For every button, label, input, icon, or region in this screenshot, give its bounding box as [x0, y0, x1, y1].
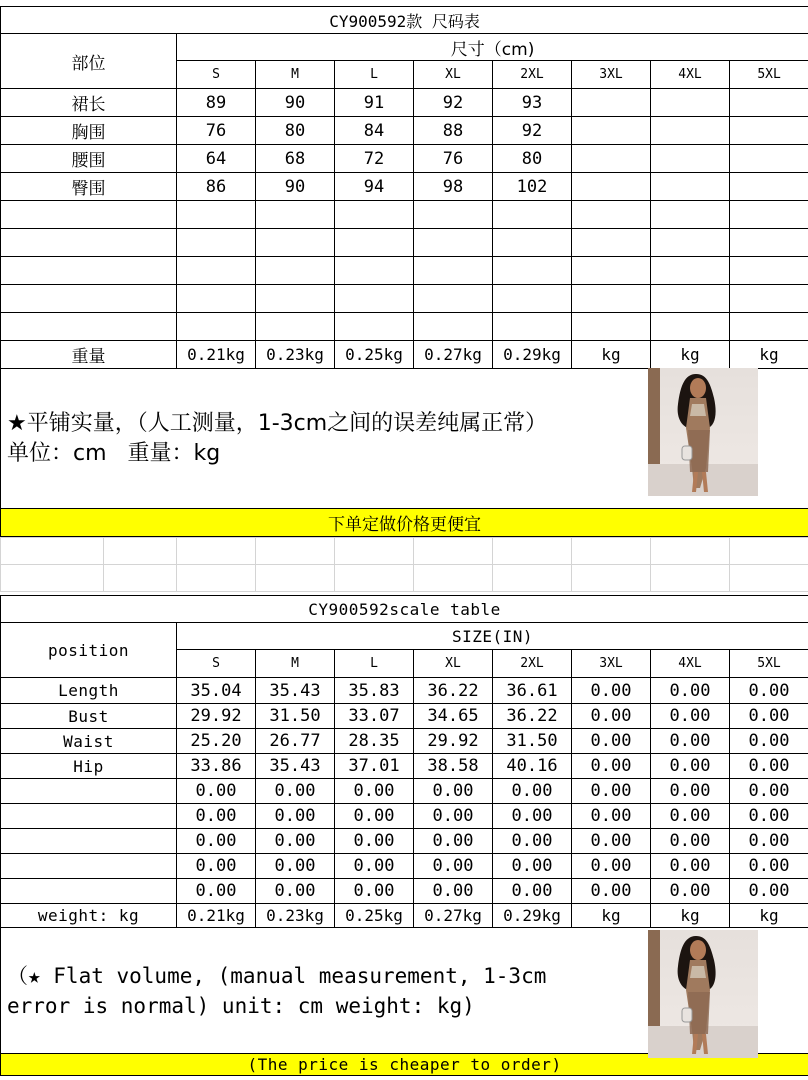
table-cell	[572, 257, 651, 285]
table-cell: 0.00	[651, 829, 730, 854]
size-header-cell: 2XL	[493, 61, 572, 89]
size-header-cell: L	[335, 61, 414, 89]
weight-cell: 0.21kg	[177, 904, 256, 928]
size-header-cell: L	[335, 650, 414, 678]
table-cell	[335, 313, 414, 341]
table-cell	[572, 173, 651, 201]
size-header-cell: 4XL	[651, 61, 730, 89]
table-cell	[730, 229, 808, 257]
table-cell: 0.00	[730, 754, 808, 779]
table-row	[1, 704, 808, 729]
en-note-text: （★ Flat volume, (manual measurement, 1-3cm error is normal) unit: cm weight: kg)	[7, 963, 547, 1018]
weight-cell: kg	[651, 341, 730, 369]
table-cell: 98	[414, 173, 493, 201]
table-cell: 92	[493, 117, 572, 145]
table-cell: 0.00	[651, 854, 730, 879]
table-cell: 29.92	[177, 704, 256, 729]
cn-table-body	[1, 89, 808, 341]
table-cell: 34.65	[414, 704, 493, 729]
table-cell: 0.00	[730, 729, 808, 754]
table-cell	[256, 313, 335, 341]
weight-cell: 0.25kg	[335, 904, 414, 928]
row-label	[1, 779, 177, 804]
table-cell: 0.00	[414, 804, 493, 829]
weight-cell: 0.21kg	[177, 341, 256, 369]
table-cell: 0.00	[651, 678, 730, 704]
cn-size-header: 尺寸（cm)	[177, 34, 808, 61]
table-cell	[493, 201, 572, 229]
table-cell	[572, 229, 651, 257]
table-row	[1, 779, 808, 804]
table-row	[1, 854, 808, 879]
table-cell: 0.00	[651, 779, 730, 804]
table-cell: 0.00	[651, 704, 730, 729]
table-cell: 0.00	[572, 754, 651, 779]
table-cell: 64	[177, 145, 256, 173]
size-header-cell: 2XL	[493, 650, 572, 678]
en-table-title: CY900592scale table	[1, 596, 808, 623]
table-row	[1, 754, 808, 779]
table-cell	[414, 285, 493, 313]
size-header-cell: 4XL	[651, 650, 730, 678]
size-header-cell: 5XL	[730, 650, 808, 678]
table-cell: 0.00	[256, 779, 335, 804]
row-label: 臀围	[1, 173, 177, 201]
table-cell: 0.00	[651, 729, 730, 754]
table-cell: 0.00	[572, 804, 651, 829]
table-cell: 0.00	[730, 779, 808, 804]
size-header-cell: XL	[414, 61, 493, 89]
table-cell: 92	[414, 89, 493, 117]
table-cell	[335, 229, 414, 257]
weight-cell: kg	[651, 904, 730, 928]
weight-cell: 0.23kg	[256, 904, 335, 928]
row-label	[1, 257, 177, 285]
table-cell: 0.00	[335, 779, 414, 804]
table-cell: 35.43	[256, 678, 335, 704]
row-label: Waist	[1, 729, 177, 754]
table-cell	[651, 173, 730, 201]
table-cell: 0.00	[493, 804, 572, 829]
table-cell: 0.00	[493, 879, 572, 904]
row-label: Hip	[1, 754, 177, 779]
table-cell: 91	[335, 89, 414, 117]
table-cell	[730, 145, 808, 173]
row-label: Length	[1, 678, 177, 704]
table-cell: 0.00	[651, 804, 730, 829]
table-cell	[651, 89, 730, 117]
table-cell: 93	[493, 89, 572, 117]
table-cell: 0.00	[177, 879, 256, 904]
table-cell	[651, 313, 730, 341]
table-row	[1, 173, 808, 201]
size-header-cell: S	[177, 650, 256, 678]
table-cell	[493, 229, 572, 257]
table-cell	[730, 285, 808, 313]
en-table-body	[1, 678, 808, 904]
table-cell: 0.00	[651, 879, 730, 904]
table-cell	[177, 285, 256, 313]
model-photo-icon	[648, 930, 758, 1058]
table-cell: 40.16	[493, 754, 572, 779]
table-cell	[414, 229, 493, 257]
weight-cell: 0.29kg	[493, 904, 572, 928]
table-cell	[493, 285, 572, 313]
table-cell	[572, 89, 651, 117]
table-cell	[651, 257, 730, 285]
cn-table-title: CY900592款 尺码表	[1, 7, 808, 34]
table-cell: 0.00	[335, 854, 414, 879]
weight-cell: kg	[730, 341, 808, 369]
size-header-cell: M	[256, 650, 335, 678]
table-cell: 0.00	[177, 829, 256, 854]
table-cell: 25.20	[177, 729, 256, 754]
table-cell: 0.00	[572, 829, 651, 854]
table-cell: 0.00	[651, 754, 730, 779]
table-cell: 33.07	[335, 704, 414, 729]
table-cell: 0.00	[730, 829, 808, 854]
size-header-cell: XL	[414, 650, 493, 678]
cn-position-header: 部位	[1, 34, 177, 89]
table-cell: 94	[335, 173, 414, 201]
row-label	[1, 879, 177, 904]
table-cell: 0.00	[730, 678, 808, 704]
table-cell	[651, 145, 730, 173]
table-cell	[730, 201, 808, 229]
en-weight-label: weight: kg	[1, 904, 177, 928]
table-cell	[651, 201, 730, 229]
size-header-cell: M	[256, 61, 335, 89]
table-cell	[256, 285, 335, 313]
table-cell	[572, 201, 651, 229]
table-cell: 26.77	[256, 729, 335, 754]
weight-cell: 0.27kg	[414, 904, 493, 928]
cn-note-line2: 单位：cm 重量：kg	[7, 440, 221, 466]
weight-cell: kg	[572, 904, 651, 928]
table-cell	[572, 285, 651, 313]
table-cell: 0.00	[335, 829, 414, 854]
table-cell: 28.35	[335, 729, 414, 754]
table-cell: 0.00	[256, 829, 335, 854]
table-cell: 88	[414, 117, 493, 145]
row-label	[1, 804, 177, 829]
table-cell	[414, 201, 493, 229]
product-photo-bottom	[648, 930, 758, 1058]
weight-cell: 0.23kg	[256, 341, 335, 369]
row-label	[1, 313, 177, 341]
table-cell: 36.61	[493, 678, 572, 704]
size-header-cell: 3XL	[572, 650, 651, 678]
size-header-cell: 3XL	[572, 61, 651, 89]
table-cell	[651, 117, 730, 145]
table-cell	[177, 313, 256, 341]
table-cell	[730, 173, 808, 201]
table-cell	[177, 257, 256, 285]
table-row	[1, 145, 808, 173]
table-cell	[572, 313, 651, 341]
product-photo-top	[648, 368, 758, 496]
table-cell: 68	[256, 145, 335, 173]
table-row	[1, 313, 808, 341]
weight-cell: 0.29kg	[493, 341, 572, 369]
model-photo-icon	[648, 368, 758, 496]
table-cell: 0.00	[572, 854, 651, 879]
table-cell: 0.00	[414, 779, 493, 804]
table-cell	[256, 201, 335, 229]
weight-cell: 0.27kg	[414, 341, 493, 369]
weight-cell: kg	[572, 341, 651, 369]
table-row	[1, 201, 808, 229]
row-label	[1, 229, 177, 257]
table-cell: 102	[493, 173, 572, 201]
row-label	[1, 854, 177, 879]
size-header-cell: 5XL	[730, 61, 808, 89]
table-cell: 72	[335, 145, 414, 173]
row-label: 腰围	[1, 145, 177, 173]
table-row	[1, 678, 808, 704]
table-cell: 76	[414, 145, 493, 173]
en-position-header: position	[1, 623, 177, 678]
table-cell: 86	[177, 173, 256, 201]
table-cell: 0.00	[572, 729, 651, 754]
table-cell	[730, 89, 808, 117]
table-cell: 0.00	[493, 829, 572, 854]
table-row	[1, 729, 808, 754]
en-weight-row	[1, 904, 808, 928]
table-row	[1, 879, 808, 904]
cn-banner: 下单定做价格更便宜	[1, 509, 808, 537]
table-cell	[177, 201, 256, 229]
row-label: 裙长	[1, 89, 177, 117]
table-cell: 0.00	[256, 879, 335, 904]
size-header-cell: S	[177, 61, 256, 89]
table-cell: 0.00	[730, 854, 808, 879]
table-cell: 35.04	[177, 678, 256, 704]
en-size-header: SIZE(IN)	[177, 623, 808, 650]
row-label	[1, 829, 177, 854]
table-cell	[730, 117, 808, 145]
table-cell: 0.00	[177, 854, 256, 879]
table-cell: 35.43	[256, 754, 335, 779]
table-row	[1, 829, 808, 854]
table-cell: 0.00	[730, 879, 808, 904]
table-cell: 33.86	[177, 754, 256, 779]
table-cell: 0.00	[414, 879, 493, 904]
cn-weight-row	[1, 341, 808, 369]
table-cell: 38.58	[414, 754, 493, 779]
table-row	[1, 257, 808, 285]
table-cell: 89	[177, 89, 256, 117]
table-cell: 90	[256, 173, 335, 201]
table-cell	[651, 229, 730, 257]
table-cell: 36.22	[493, 704, 572, 729]
row-label: Bust	[1, 704, 177, 729]
table-cell: 0.00	[730, 804, 808, 829]
en-banner: (The price is cheaper to order)	[1, 1054, 808, 1076]
table-cell: 0.00	[256, 854, 335, 879]
cn-note-line1: ★平铺实量，（人工测量，1-3cm之间的误差纯属正常）	[7, 410, 548, 436]
table-cell	[572, 117, 651, 145]
table-cell: 0.00	[335, 879, 414, 904]
table-cell: 80	[256, 117, 335, 145]
table-cell: 0.00	[572, 704, 651, 729]
table-cell	[730, 257, 808, 285]
table-cell: 84	[335, 117, 414, 145]
table-cell	[256, 257, 335, 285]
table-cell: 0.00	[177, 804, 256, 829]
table-row	[1, 229, 808, 257]
table-cell: 0.00	[256, 804, 335, 829]
weight-cell: 0.25kg	[335, 341, 414, 369]
table-cell	[177, 229, 256, 257]
table-row	[1, 285, 808, 313]
table-cell: 80	[493, 145, 572, 173]
table-cell: 0.00	[414, 854, 493, 879]
table-cell	[572, 145, 651, 173]
table-cell	[335, 257, 414, 285]
table-cell	[493, 257, 572, 285]
weight-cell: kg	[730, 904, 808, 928]
row-label	[1, 285, 177, 313]
table-cell: 0.00	[493, 854, 572, 879]
table-cell: 37.01	[335, 754, 414, 779]
cn-weight-label: 重量	[1, 341, 177, 369]
table-cell: 36.22	[414, 678, 493, 704]
table-cell: 29.92	[414, 729, 493, 754]
table-cell: 0.00	[493, 779, 572, 804]
row-label	[1, 201, 177, 229]
table-cell: 76	[177, 117, 256, 145]
table-cell: 0.00	[572, 678, 651, 704]
table-cell: 31.50	[256, 704, 335, 729]
table-cell	[493, 313, 572, 341]
table-cell: 0.00	[414, 829, 493, 854]
table-cell: 35.83	[335, 678, 414, 704]
table-cell: 90	[256, 89, 335, 117]
table-cell: 0.00	[730, 704, 808, 729]
table-cell	[256, 229, 335, 257]
table-cell: 31.50	[493, 729, 572, 754]
table-cell	[414, 257, 493, 285]
table-cell	[414, 313, 493, 341]
table-cell: 0.00	[177, 779, 256, 804]
table-cell: 0.00	[335, 804, 414, 829]
table-cell: 0.00	[572, 879, 651, 904]
table-row	[1, 89, 808, 117]
table-row	[1, 804, 808, 829]
table-cell	[651, 285, 730, 313]
table-row	[1, 117, 808, 145]
spacer-grid	[0, 537, 808, 592]
table-cell	[335, 285, 414, 313]
table-cell: 0.00	[572, 779, 651, 804]
row-label: 胸围	[1, 117, 177, 145]
table-cell	[335, 201, 414, 229]
table-cell	[730, 313, 808, 341]
